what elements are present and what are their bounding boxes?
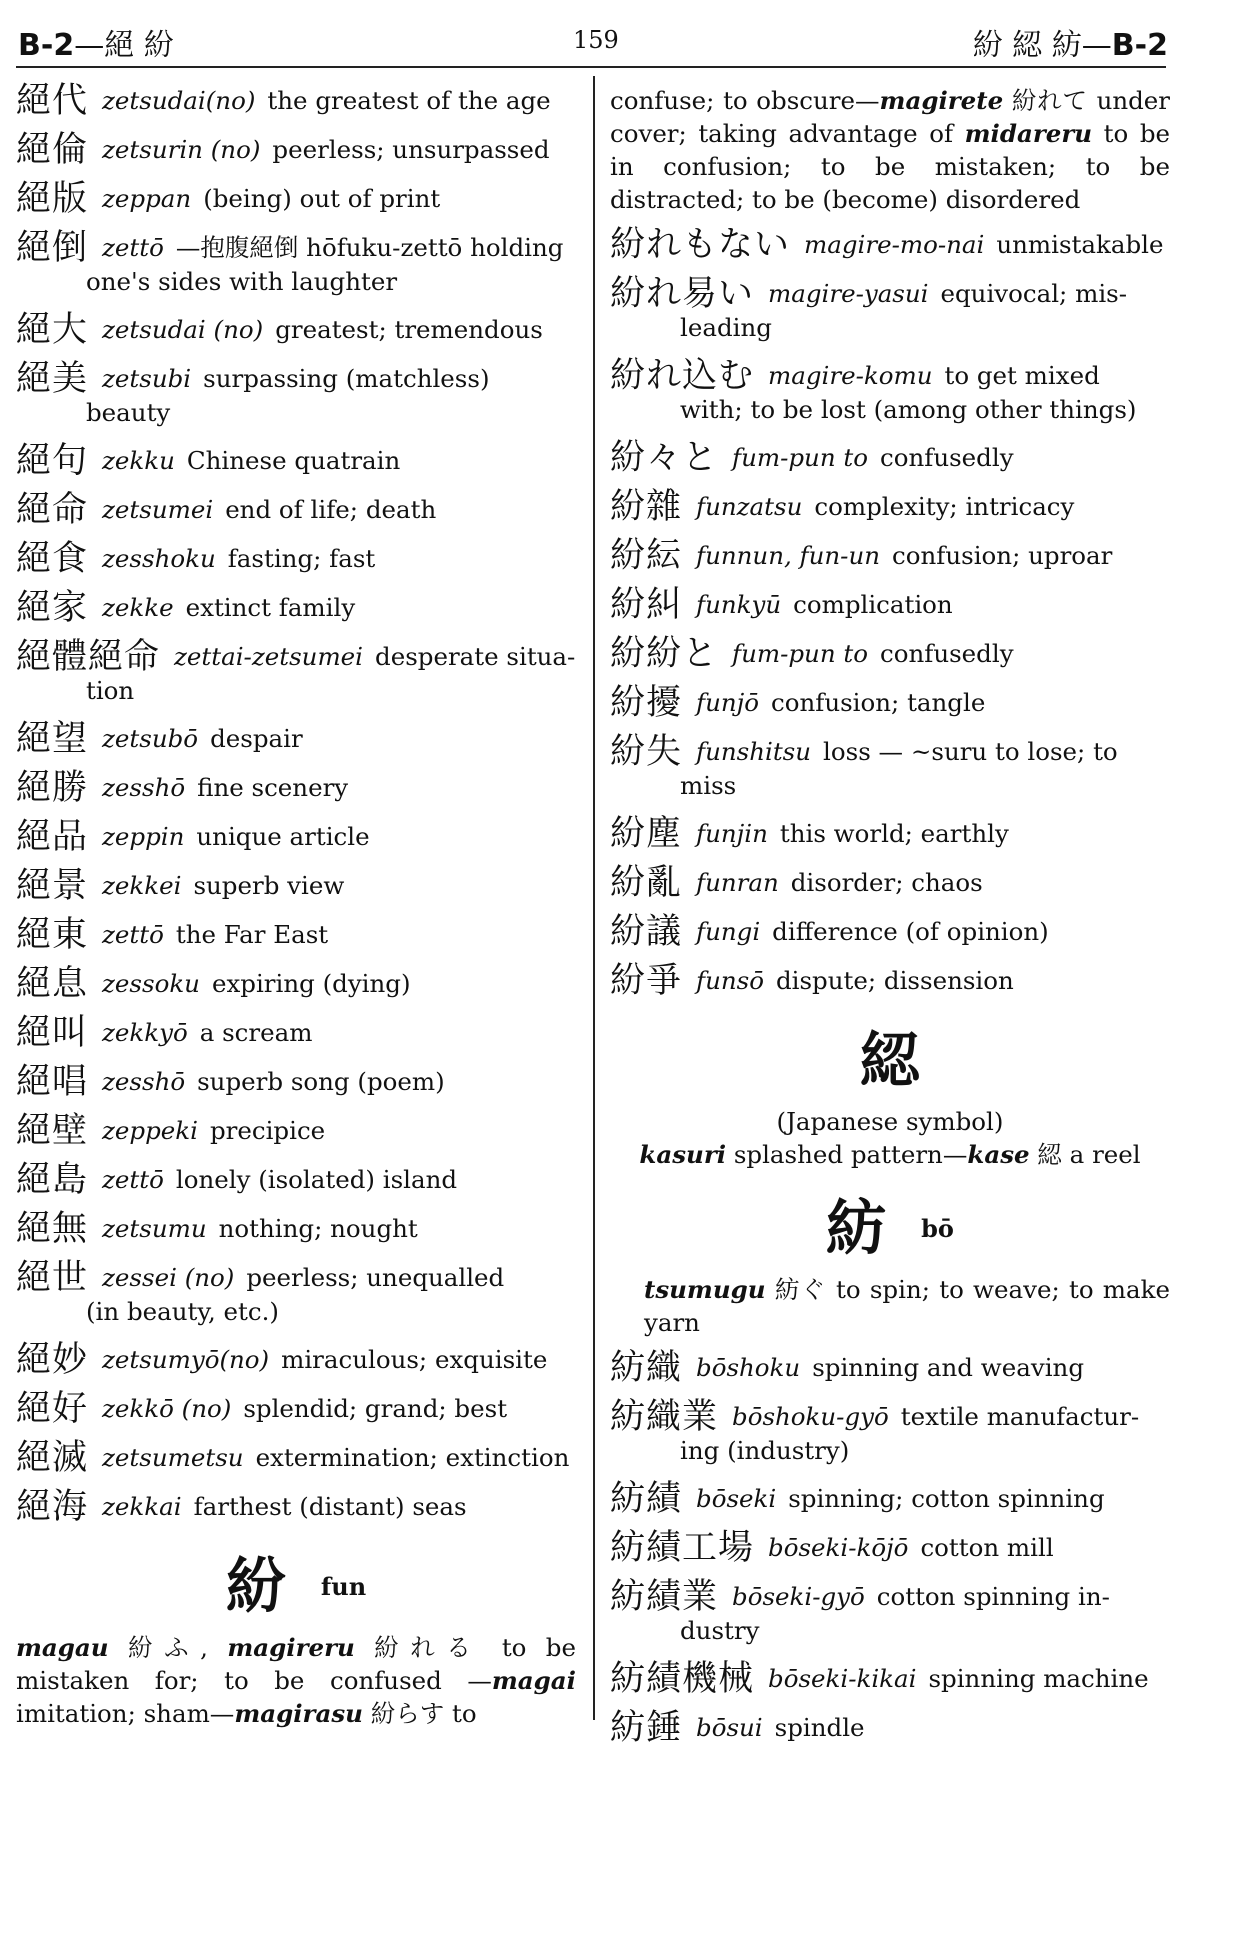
fun-definition-continued <box>610 84 1170 216</box>
entry-romaji: zettō <box>102 233 164 262</box>
entry-kanji: 絕命 <box>16 490 89 530</box>
entry-romaji: fum-pun to <box>732 639 868 668</box>
entry-definition: spindle <box>774 1713 865 1742</box>
entry-definition: confusion; tangle <box>771 688 986 717</box>
entry-definition: expiring (dying) <box>211 969 411 998</box>
dictionary-entry <box>16 310 576 350</box>
dictionary-entry <box>610 274 1170 344</box>
entry-kanji: 絕唱 <box>16 1062 89 1102</box>
entry-kanji: 絕世 <box>16 1258 89 1298</box>
dictionary-entry <box>610 487 1170 527</box>
left-entry-list <box>16 81 576 1527</box>
entry-romaji: bōshoku-gyō <box>732 1402 889 1431</box>
entry-definition: dispute; dissension <box>775 966 1014 995</box>
dictionary-entry <box>610 585 1170 625</box>
entry-romaji: fum-pun to <box>732 443 868 472</box>
entry-definition-continued: one's sides with laughter <box>86 267 398 296</box>
dictionary-entry <box>16 637 576 707</box>
entry-definition: fasting; fast <box>227 544 376 573</box>
entry-romaji: zessoku <box>102 969 200 998</box>
entry-kanji: 紛紛と <box>610 634 719 674</box>
entry-definition: spinning and weaving <box>812 1353 1084 1382</box>
entry-kanji: 紡績業 <box>610 1577 719 1617</box>
entry-romaji: zetsubō <box>102 724 199 753</box>
dictionary-entry <box>16 441 576 481</box>
dictionary-entry <box>16 915 576 955</box>
dictionary-entry <box>610 732 1170 802</box>
dictionary-entry <box>16 130 576 170</box>
entry-kanji: 紡績 <box>610 1479 683 1519</box>
section-code-right: B-2 <box>1111 28 1168 63</box>
kana-word: 紛れて <box>1011 86 1088 115</box>
dictionary-entry <box>610 912 1170 952</box>
dictionary-entry <box>610 1348 1170 1388</box>
entry-kanji: 紛亂 <box>610 863 683 903</box>
entry-romaji: zetsumu <box>102 1214 207 1243</box>
dictionary-entry <box>16 1258 576 1328</box>
entry-romaji: bōshoku <box>696 1353 801 1382</box>
entry-kanji: 紛々と <box>610 438 719 478</box>
entry-romaji: bōseki-kōjō <box>768 1533 909 1562</box>
dictionary-entry <box>610 1577 1170 1647</box>
romaji-word: magai <box>491 1666 576 1695</box>
head-character-kasuri <box>610 1013 1170 1099</box>
entry-definition: disorder; chaos <box>790 868 983 897</box>
dictionary-entry <box>16 1438 576 1478</box>
entry-kanji: 絕壁 <box>16 1111 89 1151</box>
dictionary-entry <box>610 438 1170 478</box>
entry-romaji: zetsubi <box>102 364 192 393</box>
entry-romaji: zesshō <box>102 1067 186 1096</box>
entry-romaji: funsō <box>696 966 764 995</box>
entry-definition: complexity; intricacy <box>814 492 1075 521</box>
entry-kanji: 絕島 <box>16 1160 89 1200</box>
entry-kanji: 絕體絕命 <box>16 637 161 677</box>
entry-definition: extermination; extinction <box>255 1443 570 1472</box>
header-right-chars: 紛 綛 紡 <box>972 28 1082 63</box>
entry-definition: this world; earthly <box>779 819 1009 848</box>
right-column <box>610 84 1170 1760</box>
definition-text: a reel <box>1069 1140 1141 1169</box>
entry-kanji: 絕大 <box>16 310 89 350</box>
romaji-word: kasuri <box>639 1140 727 1169</box>
header-sep-right: — <box>1081 28 1112 63</box>
dictionary-entry <box>16 588 576 628</box>
kana-word: 綛 <box>1037 1140 1062 1169</box>
entry-romaji: zetsudai (no) <box>102 315 264 344</box>
entry-kanji: 紛れ込む <box>610 356 755 396</box>
romaji-word: magirasu <box>234 1699 363 1728</box>
kasuri-note: (Japanese symbol) <box>776 1107 1004 1136</box>
entry-definition-continued: tion <box>86 676 135 705</box>
entry-kanji: 絕食 <box>16 539 89 579</box>
entry-definition: (being) out of print <box>203 184 441 213</box>
entry-definition: textile manufactur- <box>900 1402 1140 1431</box>
entry-kanji: 紛糾 <box>610 585 683 625</box>
dictionary-entry <box>16 1013 576 1053</box>
entry-definition: unique article <box>196 822 370 851</box>
entry-definition: spinning machine <box>928 1664 1149 1693</box>
dictionary-entry <box>16 490 576 530</box>
entry-kanji: 紛失 <box>610 732 683 772</box>
romaji-word: midareru <box>964 119 1093 148</box>
entry-romaji: zeppan <box>102 184 192 213</box>
header-right <box>973 20 1168 64</box>
entry-romaji: funkyū <box>696 590 782 619</box>
dictionary-entry <box>16 1340 576 1380</box>
entry-kanji: 絕好 <box>16 1389 89 1429</box>
entry-romaji: bōsui <box>696 1713 763 1742</box>
definition-text: to be mistaken for; to be confused — <box>16 1633 576 1695</box>
entry-romaji: funjin <box>696 819 768 848</box>
entry-romaji: zekkei <box>102 871 182 900</box>
entry-romaji: zeppin <box>102 822 185 851</box>
entry-kanji: 絕景 <box>16 866 89 906</box>
romaji-word: magau <box>16 1633 109 1662</box>
section-code-left: B-2 <box>18 28 75 63</box>
dictionary-entry <box>610 536 1170 576</box>
entry-definition: —抱腹絕倒 hōfuku-zettō holding <box>175 233 564 262</box>
entry-definition: confusion; uproar <box>892 541 1113 570</box>
entry-romaji: magire-yasui <box>768 279 929 308</box>
bo-entry-list <box>610 1348 1170 1748</box>
entry-kanji: 紡織業 <box>610 1397 719 1437</box>
entry-definition: surpassing (matchless) <box>203 364 490 393</box>
entry-kanji: 絕東 <box>16 915 89 955</box>
romaji-word: magireru <box>227 1633 355 1662</box>
dictionary-entry <box>16 964 576 1004</box>
dictionary-entry <box>16 1111 576 1151</box>
entry-kanji: 絕滅 <box>16 1438 89 1478</box>
entry-definition: cotton mill <box>920 1533 1054 1562</box>
entry-definition: cotton spinning in- <box>876 1582 1110 1611</box>
dictionary-entry <box>16 719 576 759</box>
kana-word: 紛ふ, <box>128 1633 208 1662</box>
dictionary-entry <box>610 225 1170 265</box>
entry-definition-continued: beauty <box>86 398 171 427</box>
header-rule <box>16 66 1166 68</box>
entry-definition: fine scenery <box>197 773 349 802</box>
entry-definition: greatest; tremendous <box>275 315 543 344</box>
dictionary-entry <box>610 634 1170 674</box>
entry-definition: peerless; unequalled <box>246 1263 505 1292</box>
entry-romaji: zetsudai(no) <box>102 86 256 115</box>
entry-romaji: zetsumei <box>102 495 214 524</box>
head-reading: bō <box>921 1214 954 1243</box>
dictionary-entry <box>610 1479 1170 1519</box>
dictionary-entry <box>16 1062 576 1102</box>
dictionary-entry <box>16 1389 576 1429</box>
dictionary-entry <box>16 359 576 429</box>
kasuri-definition <box>610 1138 1170 1171</box>
head-character-fun <box>16 1539 576 1625</box>
entry-kanji: 絕倫 <box>16 130 89 170</box>
fun-definition <box>16 1631 576 1730</box>
entry-definition: lonely (isolated) island <box>175 1165 458 1194</box>
header-left-chars: 絕 紛 <box>104 28 174 63</box>
entry-kanji: 紡錘 <box>610 1708 683 1748</box>
entry-definition-continued: with; to be lost (among other things) <box>680 395 1137 424</box>
entry-romaji: zekkyō <box>102 1018 188 1047</box>
entry-kanji: 絕妙 <box>16 1340 89 1380</box>
entry-definition-continued: miss <box>680 771 737 800</box>
entry-definition: superb song (poem) <box>197 1067 445 1096</box>
romaji-word: tsumugu <box>644 1275 766 1304</box>
kana-word: 紛れる <box>374 1633 483 1662</box>
entry-kanji: 絕無 <box>16 1209 89 1249</box>
entry-romaji: zetsumetsu <box>102 1443 244 1472</box>
definition-text: confuse; to obscure— <box>610 86 880 115</box>
entry-definition: peerless; unsurpassed <box>272 135 550 164</box>
entry-romaji: fungi <box>696 917 761 946</box>
entry-romaji: zettō <box>102 920 164 949</box>
kana-word: 紛らす <box>370 1699 445 1728</box>
entry-romaji: zetsumyō(no) <box>102 1345 270 1374</box>
entry-definition: unmistakable <box>996 230 1164 259</box>
entry-definition: the Far East <box>175 920 329 949</box>
dictionary-entry <box>16 1160 576 1200</box>
definition-text: to spin; to weave; to make yarn <box>644 1275 1170 1337</box>
romaji-word: magirete <box>879 86 1004 115</box>
entry-definition: the greatest of the age <box>267 86 551 115</box>
entry-kanji: 絕美 <box>16 359 89 399</box>
entry-definition: nothing; nought <box>218 1214 418 1243</box>
entry-romaji: bōseki-kikai <box>768 1664 917 1693</box>
entry-romaji: funjō <box>696 688 759 717</box>
entry-kanji: 絕望 <box>16 719 89 759</box>
entry-definition: extinct family <box>185 593 356 622</box>
page-header <box>18 14 1168 62</box>
entry-definition: confusedly <box>880 443 1014 472</box>
entry-definition: a scream <box>199 1018 313 1047</box>
column-divider <box>593 76 595 1720</box>
dictionary-entry <box>16 768 576 808</box>
definition-text: under cover; taking advantage of <box>610 86 1171 148</box>
entry-kanji: 絕海 <box>16 1487 89 1527</box>
page-number: 159 <box>573 26 619 54</box>
entry-kanji: 絕叫 <box>16 1013 89 1053</box>
entry-romaji: zetsurin (no) <box>102 135 261 164</box>
entry-definition-continued: (in beauty, etc.) <box>86 1297 279 1326</box>
dictionary-entry <box>610 1528 1170 1568</box>
left-column <box>16 81 576 1742</box>
entry-romaji: zettai-zetsumei <box>174 642 364 671</box>
head-char: 紛 <box>225 1552 286 1622</box>
dictionary-entry <box>16 228 576 298</box>
definition-text: imitation; sham— <box>16 1699 235 1728</box>
entry-kanji: 紛爭 <box>610 961 683 1001</box>
entry-definition-continued: dustry <box>680 1616 760 1645</box>
dictionary-entry <box>610 356 1170 426</box>
dictionary-entry <box>16 539 576 579</box>
entry-romaji: zekkō (no) <box>102 1394 232 1423</box>
entry-romaji: zessei (no) <box>102 1263 235 1292</box>
entry-definition: farthest (distant) seas <box>193 1492 467 1521</box>
entry-definition: splendid; grand; best <box>243 1394 508 1423</box>
entry-kanji: 絕版 <box>16 179 89 219</box>
definition-text: to <box>452 1699 477 1728</box>
entry-definition: spinning; cotton spinning <box>788 1484 1105 1513</box>
entry-definition: to get mixed <box>944 361 1100 390</box>
entry-definition: desperate situa- <box>375 642 576 671</box>
entry-kanji: 絕息 <box>16 964 89 1004</box>
entry-definition: precipice <box>209 1116 326 1145</box>
entry-definition: confusedly <box>880 639 1014 668</box>
entry-kanji: 紡績機械 <box>610 1659 755 1699</box>
entry-definition: Chinese quatrain <box>186 446 401 475</box>
entry-kanji: 紛議 <box>610 912 683 952</box>
entry-romaji: zesshō <box>102 773 186 802</box>
entry-kanji: 紛塵 <box>610 814 683 854</box>
definition-text: to be in confusion; to be mistaken; to be distracted; to be (become) disordered <box>610 119 1170 214</box>
head-reading: fun <box>320 1572 367 1601</box>
dictionary-entry <box>16 866 576 906</box>
entry-kanji: 紛れ易い <box>610 274 755 314</box>
entry-kanji: 紛れもない <box>610 225 791 265</box>
entry-definition: superb view <box>193 871 345 900</box>
entry-definition-continued: ing (industry) <box>680 1436 850 1465</box>
entry-kanji: 紛擾 <box>610 683 683 723</box>
entry-kanji: 紡織 <box>610 1348 683 1388</box>
entry-romaji: magire-mo-nai <box>804 230 985 259</box>
entry-definition: despair <box>210 724 303 753</box>
dictionary-entry <box>610 863 1170 903</box>
right-entry-list <box>610 225 1170 1001</box>
entry-kanji: 絕家 <box>16 588 89 628</box>
entry-definition: miraculous; exquisite <box>281 1345 548 1374</box>
dictionary-entry <box>610 1397 1170 1467</box>
dictionary-entry <box>16 817 576 857</box>
entry-definition: difference (of opinion) <box>772 917 1049 946</box>
head-char: 紡 <box>826 1194 887 1264</box>
entry-romaji: zekkai <box>102 1492 182 1521</box>
entry-kanji: 絕品 <box>16 817 89 857</box>
dictionary-entry <box>16 81 576 121</box>
entry-kanji: 絕倒 <box>16 228 89 268</box>
dictionary-entry <box>16 1209 576 1249</box>
definition-text: splashed pattern— <box>733 1140 968 1169</box>
dictionary-entry <box>610 1708 1170 1748</box>
dictionary-entry <box>610 1659 1170 1699</box>
entry-kanji: 紛紜 <box>610 536 683 576</box>
romaji-word: kase <box>967 1140 1030 1169</box>
entry-kanji: 絕代 <box>16 81 89 121</box>
dictionary-entry <box>610 683 1170 723</box>
entry-romaji: funshitsu <box>696 737 812 766</box>
entry-romaji: zeppeki <box>102 1116 198 1145</box>
head-character-bo <box>610 1181 1170 1267</box>
dictionary-entry <box>16 179 576 219</box>
entry-definition-continued: leading <box>680 313 772 342</box>
dictionary-entry <box>610 814 1170 854</box>
dictionary-entry <box>610 961 1170 1001</box>
entry-definition: loss — ~suru to lose; to <box>823 737 1118 766</box>
entry-romaji: bōseki <box>696 1484 777 1513</box>
entry-kanji: 紛雜 <box>610 487 683 527</box>
entry-romaji: funran <box>696 868 779 897</box>
entry-definition: complication <box>793 590 953 619</box>
entry-kanji: 絕勝 <box>16 768 89 808</box>
entry-definition: end of life; death <box>225 495 437 524</box>
entry-romaji: zekke <box>102 593 174 622</box>
entry-romaji: zesshoku <box>102 544 216 573</box>
entry-definition: equivocal; mis- <box>940 279 1128 308</box>
entry-kanji: 絕句 <box>16 441 89 481</box>
entry-romaji: funnun, fun-un <box>696 541 881 570</box>
head-char: 綛 <box>860 1026 920 1096</box>
entry-kanji: 紡績工場 <box>610 1528 755 1568</box>
header-left <box>18 20 174 64</box>
bo-definition <box>610 1273 1170 1339</box>
dictionary-entry <box>16 1487 576 1527</box>
header-sep-left: — <box>74 28 105 63</box>
entry-romaji: zekku <box>102 446 175 475</box>
entry-romaji: zettō <box>102 1165 164 1194</box>
kana-word: 紡ぐ <box>774 1275 827 1304</box>
entry-romaji: funzatsu <box>696 492 803 521</box>
entry-romaji: bōseki-gyō <box>732 1582 865 1611</box>
entry-romaji: magire-komu <box>768 361 933 390</box>
